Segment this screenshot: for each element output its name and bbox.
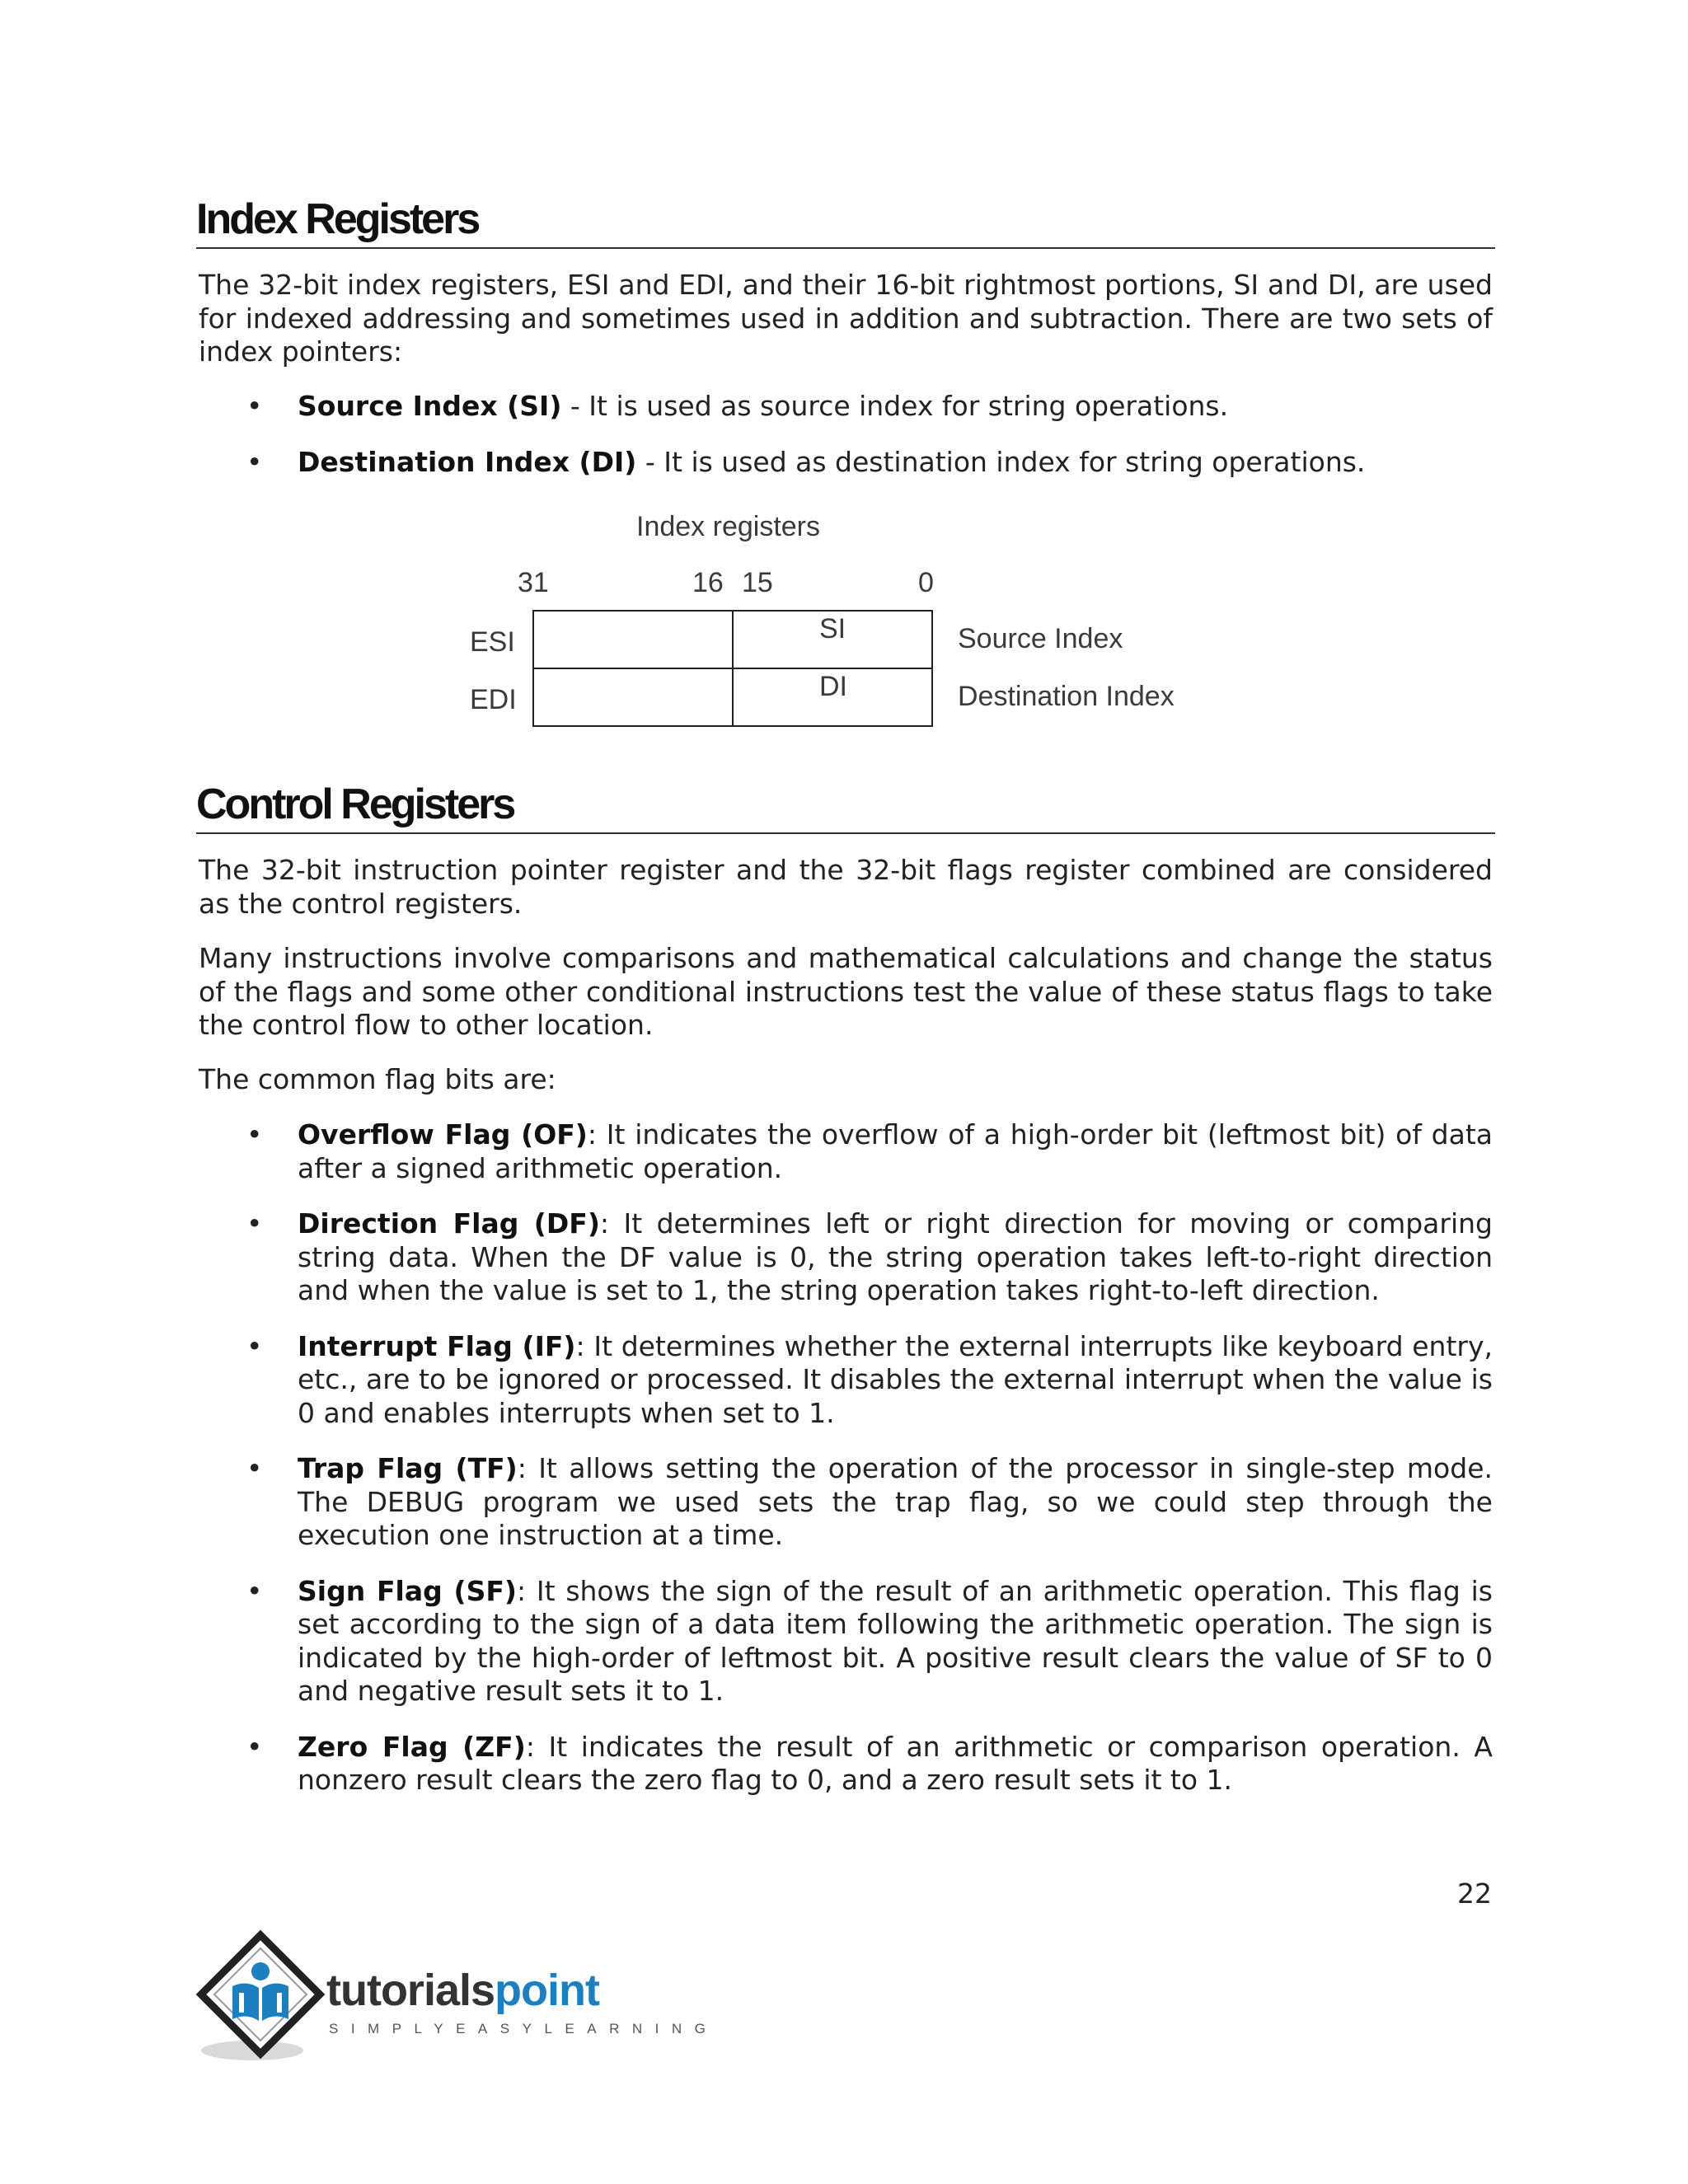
bullet-icon: • xyxy=(246,1118,263,1151)
bullet-icon: • xyxy=(246,1207,263,1240)
term-direction-flag: Direction Flag (DF) xyxy=(298,1207,600,1240)
tutorialspoint-logo xyxy=(195,1929,719,2069)
bullet-icon: • xyxy=(246,445,263,478)
desc-trap-flag: : It allows setting the operation of the processor in single-step mode. The DEBUG program we used sets the trap flag, so we could step through the execution one instruction at a time. xyxy=(298,1452,1493,1551)
index-pointer-list xyxy=(199,390,1493,501)
control-registers-para-2: Many instructions involve comparisons and mathematical calculations and change the status of the flags and some other conditional instructions test the value of these status flags to take the control flow to other location. xyxy=(199,942,1493,1041)
bullet-icon: • xyxy=(246,1574,263,1607)
desc-label-destination-index: Destination Index xyxy=(958,681,1175,712)
bit-label-0: 0 xyxy=(918,567,934,598)
desc-direction-flag: : It determines left or right direction for moving or comparing string data. When the DF value is 0, the string operation takes left-to-right direction and when the value is set to 1, the string operation takes right-to-left direction. xyxy=(298,1207,1493,1306)
desc-destination-index: - It is used as destination index for string operations. xyxy=(636,445,1366,478)
bullet-icon: • xyxy=(246,1452,263,1484)
logo-word-point: point xyxy=(495,1966,599,2015)
section-title-control-registers: Control Registers xyxy=(196,780,1495,834)
logo-word-tutorials: tutorials xyxy=(326,1966,495,2015)
desc-interrupt-flag: : It determines whether the external interrupts like keyboard entry, etc., are to be ignored or processed. It disables the external interrupt when the value is 0 and enables interrupts when set to 1. xyxy=(298,1329,1493,1429)
list-item-interrupt-flag xyxy=(199,1330,1493,1431)
register-label-edi: EDI xyxy=(470,684,517,715)
register-label-esi: ESI xyxy=(470,626,515,658)
list-item-trap-flag xyxy=(199,1452,1493,1553)
bit-label-16: 16 xyxy=(692,567,724,598)
bit-label-31: 31 xyxy=(518,567,549,598)
term-destination-index: Destination Index (DI) xyxy=(298,445,637,478)
list-item-zero-flag xyxy=(199,1731,1493,1797)
bullet-icon: • xyxy=(246,1329,263,1362)
term-zero-flag: Zero Flag (ZF) xyxy=(298,1730,526,1763)
list-item-sign-flag xyxy=(199,1575,1493,1708)
term-source-index: Source Index (SI) xyxy=(298,390,562,422)
page-number: 22 xyxy=(1457,1877,1492,1910)
esi-high-cell xyxy=(532,610,734,669)
index-registers-diagram xyxy=(462,511,1228,758)
desc-zero-flag: : It indicates the result of an arithmetic or comparison operation. A nonzero result clears the zero flag to 0, and a zero result sets it to 1. xyxy=(298,1730,1493,1796)
list-item-overflow-flag xyxy=(199,1118,1493,1185)
cell-label-si: SI xyxy=(819,613,846,644)
desc-sign-flag: : It shows the sign of the result of an arithmetic operation. This flag is set according to the sign of a data item following the arithmetic operation. The sign is indicated by the high-order of leftmost bit. A positive result clears the value of SF to 0 and negative result sets it to 1. xyxy=(298,1574,1493,1707)
flag-bits-list xyxy=(199,1118,1493,1820)
diagram-title: Index registers xyxy=(636,511,820,542)
logo-tagline: SIMPLYEASYLEARNING xyxy=(329,2021,719,2036)
list-item-source-index xyxy=(199,390,1493,424)
term-sign-flag: Sign Flag (SF) xyxy=(298,1574,517,1607)
bit-label-15: 15 xyxy=(742,567,773,598)
logo-wordmark xyxy=(326,1965,599,2016)
control-registers-para-3: The common flag bits are: xyxy=(199,1063,556,1095)
bullet-icon: • xyxy=(246,1730,263,1763)
control-registers-para-1: The 32-bit instruction pointer register and the 32-bit flags register combined are considered as the control registers. xyxy=(199,854,1493,920)
logo-diamond-icon xyxy=(195,1929,335,2069)
section-title-index-registers: Index Registers xyxy=(196,194,1495,249)
desc-overflow-flag: : It indicates the overflow of a high-order bit (leftmost bit) of data after a signed arithmetic operation. xyxy=(298,1118,1493,1184)
term-overflow-flag: Overflow Flag (OF) xyxy=(298,1118,588,1151)
edi-high-cell xyxy=(532,668,734,727)
bullet-icon: • xyxy=(246,390,263,422)
cell-label-di: DI xyxy=(819,671,847,702)
index-registers-intro: The 32-bit index registers, ESI and EDI, and their 16-bit rightmost portions, SI and DI, are used for indexed addressing and sometimes used in addition and subtraction. There are two sets of index pointers: xyxy=(199,269,1493,368)
list-item-direction-flag xyxy=(199,1207,1493,1308)
desc-label-source-index: Source Index xyxy=(958,623,1123,654)
term-interrupt-flag: Interrupt Flag (IF) xyxy=(298,1329,576,1362)
desc-source-index: - It is used as source index for string operations. xyxy=(561,390,1229,422)
list-item-destination-index xyxy=(199,446,1493,480)
term-trap-flag: Trap Flag (TF) xyxy=(298,1452,518,1484)
